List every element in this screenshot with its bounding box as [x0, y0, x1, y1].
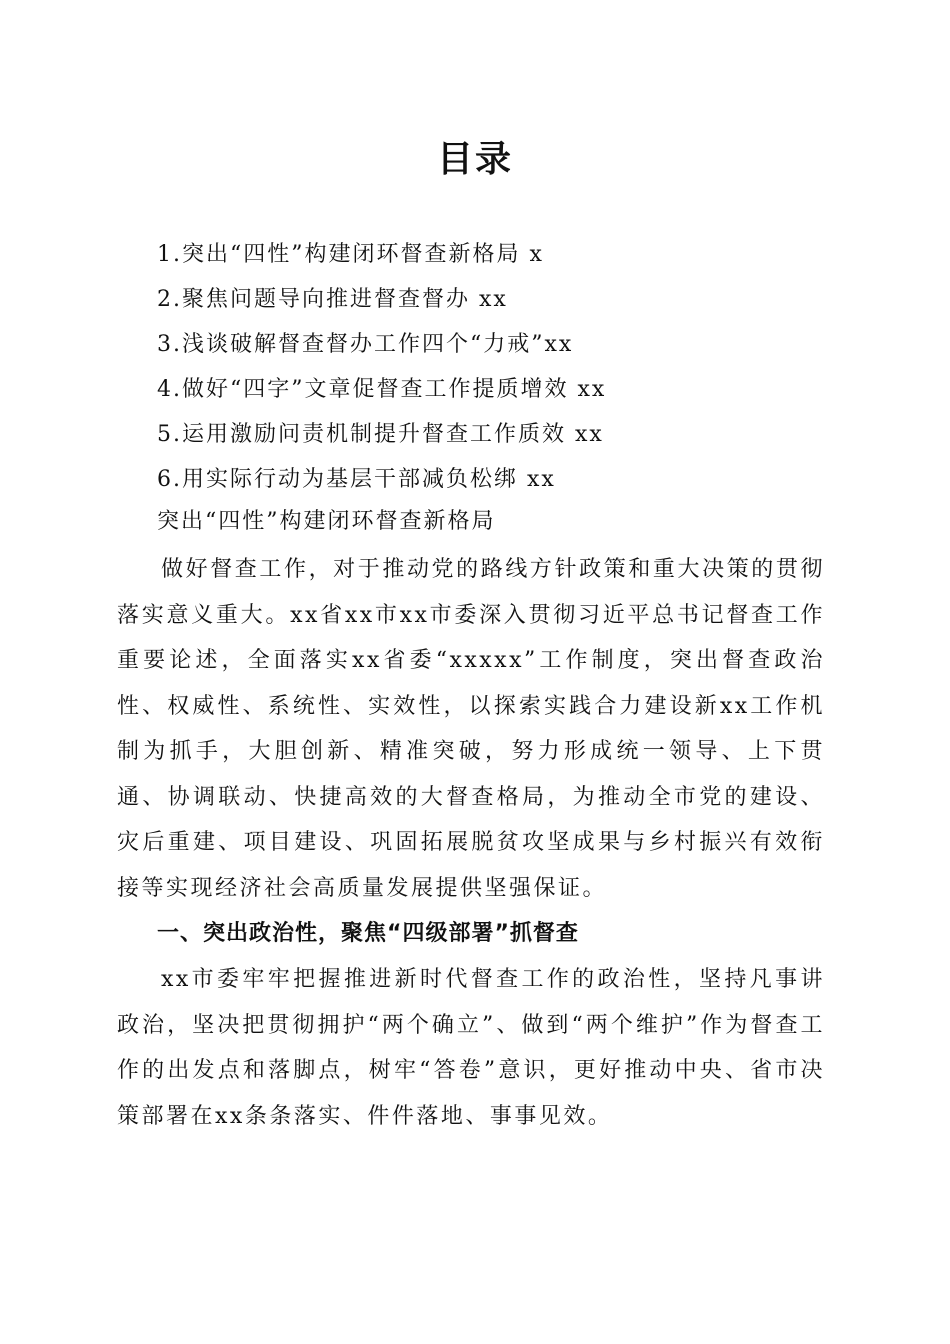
toc-item[interactable]: 3.浅谈破解督查督办工作四个“力戒”xx [157, 332, 574, 357]
section-heading: 一、突出政治性，聚焦“四级部署”抓督查 [157, 921, 579, 946]
toc-item[interactable]: 1.突出“四性”构建闭环督查新格局 x [157, 242, 544, 267]
intro-paragraph: 做好督查工作，对于推动党的路线方针政策和重大决策的贯彻落实意义重大。xx省xx市xx市委深入贯彻习近平总书记督查工作重要论述，全面落实xx省委“xxxxx”工作制度，突出督查政治性、权威性、系统性、实效性，以探索实践合力建设新xx工作机制为抓手，大胆创新、精准突破，努力形成统一领导、上下贯通、协调联动、快捷高效的大督查格局，为推动全市党的建设、灾后重建、项目建设、巩固拓展脱贫攻坚成果与乡村振兴有效衔接等实现经济社会高质量发展提供坚强保证。 [117, 557, 825, 901]
document-body [117, 547, 825, 1139]
toc-item[interactable]: 6.用实际行动为基层干部减负松绑 xx [157, 467, 556, 492]
body-paragraph: xx市委牢牢把握推进新时代督查工作的政治性，坚持凡事讲政治，坚决把贯彻拥护“两个确立”、做到“两个维护”作为督查工作的出发点和落脚点，树牢“答卷”意识，更好推动中央、省市决策部署在xx条条落实、件件落地、事事见效。 [117, 967, 825, 1129]
toc-item[interactable]: 4.做好“四字”文章促督查工作提质增效 xx [157, 377, 607, 402]
toc-item[interactable]: 5.运用激励问责机制提升督查工作质效 xx [157, 422, 604, 447]
section-title: 突出“四性”构建闭环督查新格局 [157, 509, 496, 534]
page-title: 目录 [436, 139, 513, 180]
table-of-contents [157, 232, 837, 502]
toc-item[interactable]: 2.聚焦问题导向推进督查督办 xx [157, 287, 508, 312]
